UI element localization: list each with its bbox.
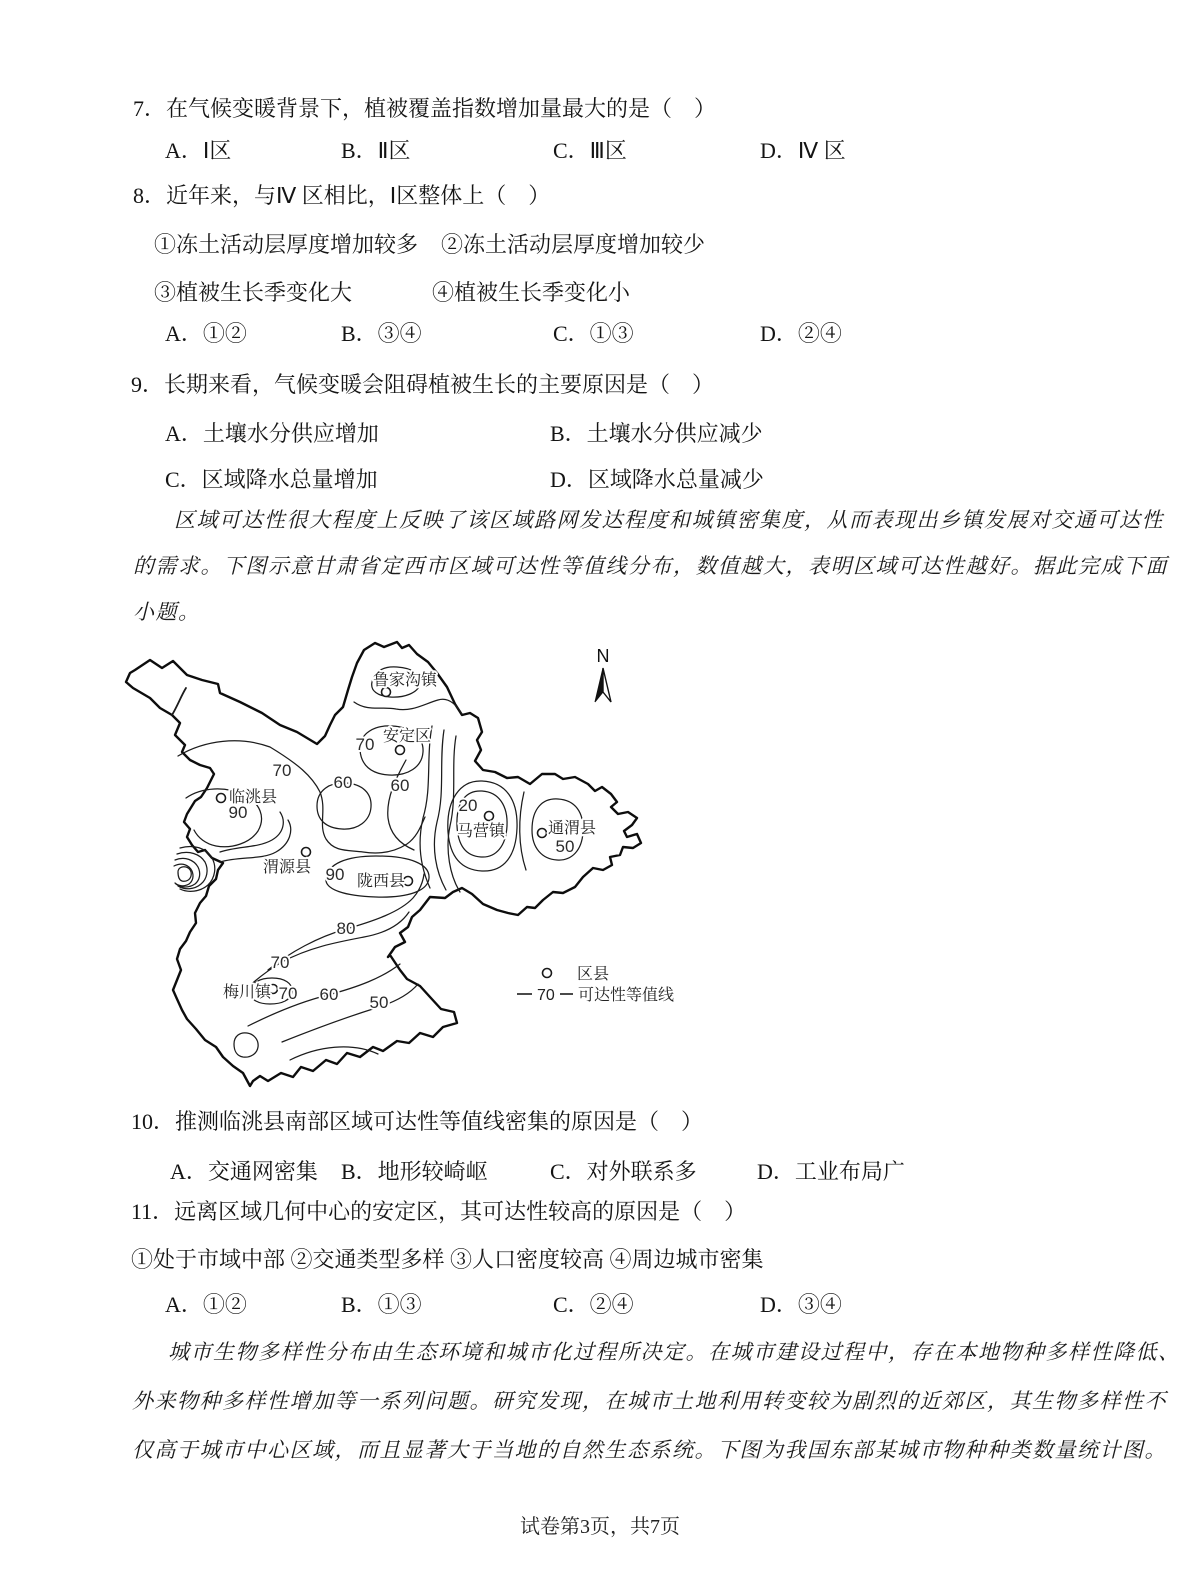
- isoline-60-east: [388, 760, 414, 850]
- question-8-stem: 8．近年来，与Ⅳ 区相比，Ⅰ区整体上（ ）: [133, 183, 551, 208]
- isoline-value-lintao-90: 90: [228, 803, 248, 822]
- accessibility-isoline-map: [120, 640, 680, 1100]
- q8-item-4: ④植被生长季变化小: [432, 280, 631, 305]
- q7-option-d: D．Ⅳ 区: [760, 138, 846, 163]
- legend-district-label: 区县: [577, 966, 610, 983]
- q8-item-1: ①冻土活动层厚度增加较多: [154, 232, 419, 257]
- town-label-longxi: 陇西县: [356, 873, 406, 890]
- town-label-meichuan: 梅川镇: [222, 984, 272, 1001]
- north-arrow-right-half: [603, 668, 611, 702]
- isoline-dense-3: [175, 858, 200, 887]
- isoline-value-longxi-90: 90: [325, 865, 345, 884]
- isoline-dense-5: [178, 867, 191, 882]
- isoline-value-tongwei-50: 50: [555, 837, 575, 856]
- question-11-items: ①处于市域中部 ②交通类型多样 ③人口密度较高 ④周边城市密集: [131, 1247, 764, 1272]
- q11-option-a: A．①②: [165, 1292, 247, 1317]
- q8-option-d: D．②④: [760, 321, 842, 346]
- isoline-dense-4: [174, 864, 193, 886]
- isoline-north: [354, 699, 462, 714]
- isoline-value-south-50: 50: [369, 993, 389, 1012]
- question-8-items-2: [0, 276, 1200, 306]
- isoline-value-south-60: 60: [319, 985, 339, 1004]
- passage-accessibility-line-1: 区域可达性很大程度上反映了该区域路网发达程度和城镇密集度，从而表现出乡镇发展对交通可达性: [174, 508, 1164, 532]
- question-7-stem: 7．在气候变暖背景下，植被覆盖指数增加量最大的是（ ）: [133, 96, 717, 121]
- town-dot-lintao: [217, 794, 226, 803]
- town-label-maying: 马营镇: [456, 823, 506, 840]
- map-legend: [517, 965, 674, 1004]
- q8-option-a: A．①②: [165, 321, 247, 346]
- q11-option-b: B．①③: [341, 1292, 422, 1317]
- q11-option-d: D．③④: [760, 1292, 842, 1317]
- passage-biodiversity-line-2: 外来物种多样性增加等一系列问题。研究发现，在城市土地利用转变较为剧烈的近郊区，其生物多样性不: [132, 1389, 1167, 1413]
- q8-item-2: ②冻土活动层厚度增加较少: [441, 232, 706, 257]
- town-label-lintao: 临洮县: [228, 789, 278, 806]
- question-8-options: [0, 317, 1200, 347]
- q8-option-b: B．③④: [341, 321, 422, 346]
- north-arrow-left-half: [595, 668, 603, 702]
- isoline-value-south-70: 70: [270, 953, 290, 972]
- passage-biodiversity-line-1: 城市生物多样性分布由生态环境和城市化过程所决定。在城市建设过程中，存在本地物种多样性降低、: [168, 1340, 1181, 1364]
- question-9-stem: 9．长期来看，气候变暖会阻碍植被生长的主要原因是（ ）: [131, 372, 715, 397]
- isoline-hairpin-2: [220, 820, 291, 862]
- q9-option-b: B．土壤水分供应减少: [550, 421, 763, 446]
- town-label-weiyuan: 渭源县: [262, 859, 312, 876]
- town-dot-maying: [485, 812, 494, 821]
- question-9-options-cd: [0, 463, 1200, 493]
- q11-option-c: C．②④: [553, 1292, 634, 1317]
- question-7-options: [0, 134, 1200, 164]
- isoline-value-maying-20: 20: [458, 796, 478, 815]
- q10-option-c: C．对外联系多: [550, 1159, 697, 1184]
- q9-option-c: C．区域降水总量增加: [165, 467, 378, 492]
- question-11-options: [0, 1288, 1200, 1318]
- question-10-stem: 10．推测临洮县南部区域可达性等值线密集的原因是（ ）: [131, 1109, 704, 1134]
- question-9-options-ab: [0, 417, 1200, 447]
- town-dot-tongwei: [538, 829, 547, 838]
- q8-option-c: C．①③: [553, 321, 634, 346]
- q7-option-c: C．Ⅲ区: [553, 138, 627, 163]
- isoline-value-east-60: 60: [390, 776, 410, 795]
- passage-biodiversity-line-3: 仅高于城市中心区域，而且显著大于当地的自然生态系统。下图为我国东部某城市物种种类数量统计图。: [132, 1438, 1167, 1462]
- question-11-stem: 11．远离区域几何中心的安定区，其可达性较高的原因是（ ）: [131, 1199, 747, 1224]
- north-arrow-label: N: [596, 646, 610, 666]
- isoline-west-70: [178, 741, 425, 853]
- town-dot-anding: [396, 746, 405, 755]
- q7-option-a: A．Ⅰ区: [165, 138, 232, 163]
- q9-option-d: D．区域降水总量减少: [550, 467, 764, 492]
- q10-option-b: B．地形较崎岖: [341, 1159, 488, 1184]
- isoline-value-anding-70: 70: [355, 735, 375, 754]
- county-boundary-line: [172, 688, 186, 715]
- passage-accessibility-line-2: 的需求。下图示意甘肃省定西市区域可达性等值线分布，数值越大，表明区域可达性越好。据此完成下面: [133, 554, 1168, 578]
- legend-isoline-label: 可达性等值线: [578, 987, 675, 1004]
- isoline-value-west-70: 70: [272, 761, 292, 780]
- town-label-anding: 安定区: [382, 728, 432, 745]
- town-label-lujiagou: 鲁家沟镇: [372, 672, 438, 689]
- isoline-bundle-2: [434, 730, 446, 890]
- page-footer: 试卷第3页，共7页: [520, 1516, 680, 1538]
- south-blob: [234, 1033, 258, 1057]
- town-dot-weiyuan: [302, 848, 311, 857]
- q10-option-a: A．交通网密集: [170, 1159, 318, 1184]
- legend-district-symbol: [543, 969, 552, 978]
- north-arrow-icon: [595, 646, 611, 702]
- isoline-value-center-60: 60: [333, 773, 353, 792]
- passage-accessibility-line-3: 小题。: [133, 600, 201, 624]
- q10-option-d: D．工业布局广: [757, 1159, 905, 1184]
- question-8-items-1: [0, 228, 1200, 258]
- q8-item-3: ③植被生长季变化大: [154, 280, 353, 305]
- isoline-value-80: 80: [336, 919, 356, 938]
- isoline-value-meichuan-70: 70: [278, 984, 298, 1003]
- q9-option-a: A．土壤水分供应增加: [165, 421, 379, 446]
- q7-option-b: B．Ⅱ区: [341, 138, 411, 163]
- isoline-tongwei-outer: [520, 792, 526, 870]
- legend-isoline-value: 70: [537, 987, 555, 1004]
- town-label-tongwei: 通渭县: [547, 820, 597, 837]
- question-10-options: [0, 1155, 1200, 1185]
- isoline-south-50: [282, 984, 418, 1042]
- isoline-bundle-1: [420, 726, 432, 888]
